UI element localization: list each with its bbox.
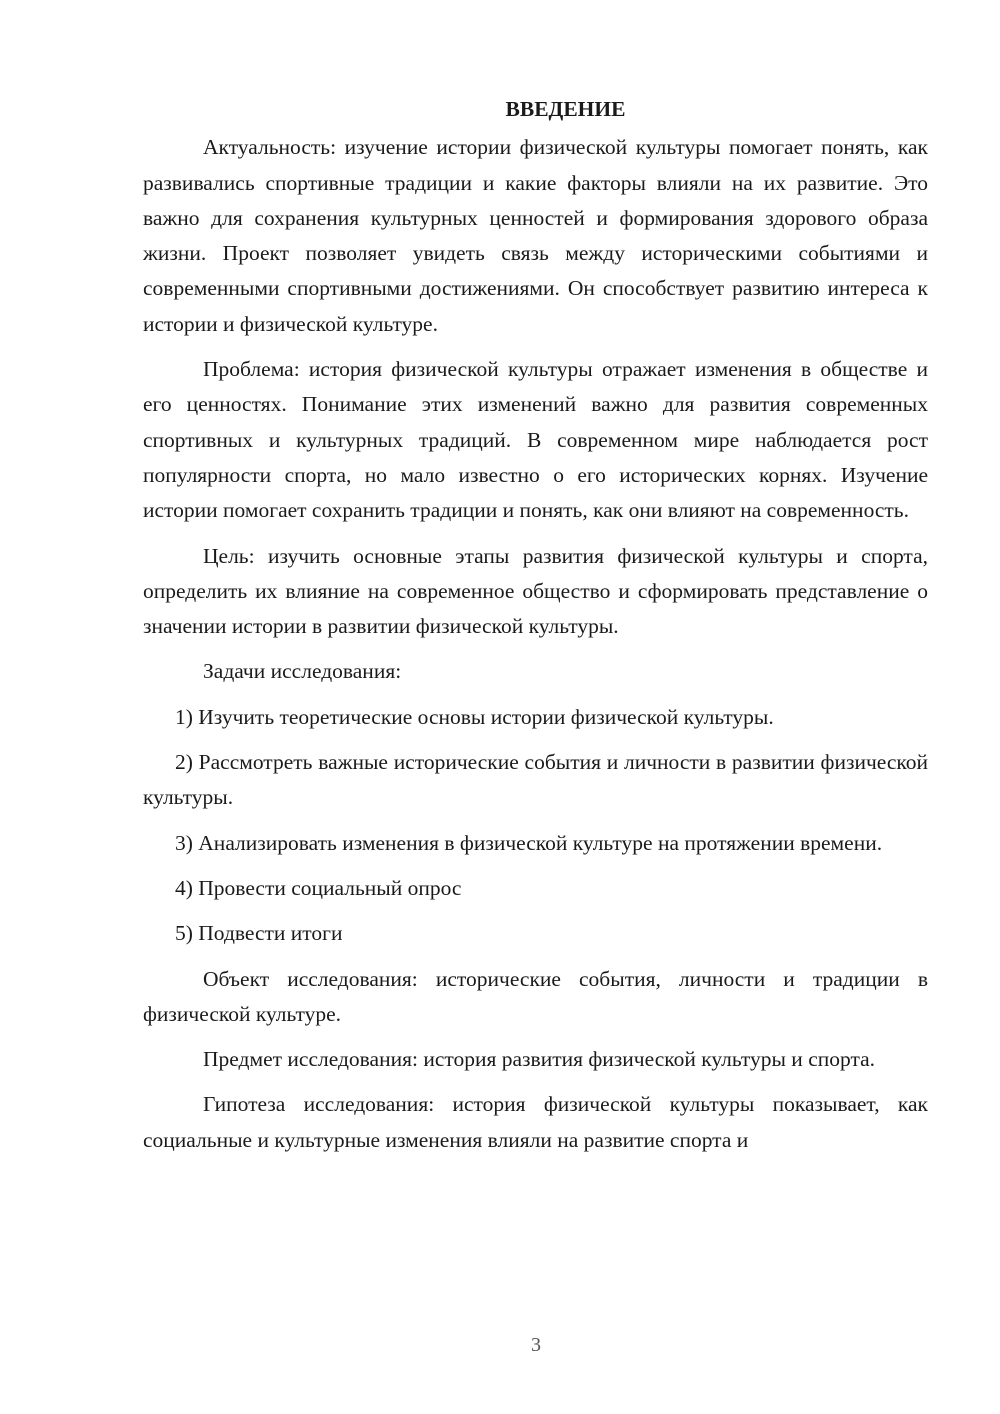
list-item-task-2: 2) Рассмотреть важные исторические события и личности в развитии физической культуры. [143,750,928,810]
list-item-task-4: 4) Провести социальный опрос [175,875,462,900]
document-body [143,92,928,1168]
list-item-task-1: 1) Изучить теоретические основы истории физической культуры. [175,704,774,729]
page-number: 3 [531,1334,541,1356]
paragraph-problem: Проблема: история физической культуры отражает изменения в обществе и его ценностях. Понимание этих изменений важно для развития современных спортивных и культурных традиций. В современном мире наблюдается рост популярности спорта, но мало известно о его исторических корнях. Изучение истории помогает сохранить традиции и понять, как они влияют на современность. [143,357,928,523]
section-heading: ВВЕДЕНИЕ [505,97,626,121]
paragraph-hypothesis: Гипотеза исследования: история физической культуры показывает, как социальные и культурные изменения влияли на развитие спорта и [143,1092,928,1152]
paragraph-relevance: Актуальность: изучение истории физической культуры помогает понять, как развивались спортивные традиции и какие факторы влияли на их развитие. Это важно для сохранения культурных ценностей и формирования здорового образа жизни. Проект позволяет увидеть связь между историческими событиями и современными спортивными достижениями. Он способствует развитию интереса к истории и физической культуре. [143,135,928,336]
paragraph-tasks-intro: Задачи исследования: [203,659,402,684]
list-item-task-3: 3) Анализировать изменения в физической культуре на протяжении времени. [175,830,883,855]
paragraph-subject: Предмет исследования: история развития физической культуры и спорта. [203,1047,876,1072]
paragraph-object: Объект исследования: исторические события, личности и традиции в физической культуре. [143,966,928,1026]
list-item-task-5: 5) Подвести итоги [175,921,343,946]
paragraph-goal: Цель: изучить основные этапы развития физической культуры и спорта, определить их влияние на современное общество и сформировать представление о значении истории в развитии физической культуры. [143,543,928,639]
